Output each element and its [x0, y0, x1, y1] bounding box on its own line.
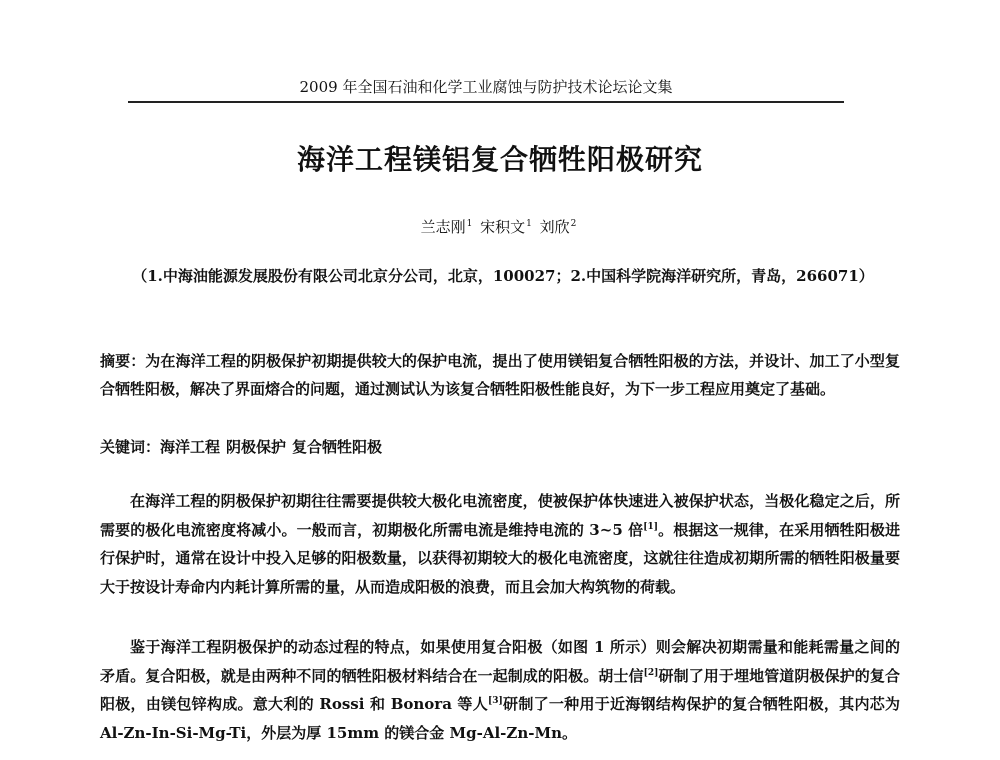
body-paragraph-1	[100, 487, 900, 601]
paragraph-text: 在海洋工程的阴极保护初期往往需要提供较大极化电流密度，使被保护体快速进入被保护状态，当极化稳定之后，所需要的极化电流密度将减小。一般而言，初期极化所需电流是维持电流的 3~5 倍	[100, 492, 900, 539]
author-name: 刘欣	[539, 218, 570, 236]
body-paragraph-2	[100, 633, 900, 747]
keywords-label: 关键词：	[100, 438, 161, 456]
author-affiliation-mark: 1	[466, 219, 473, 229]
author-name: 宋积文	[480, 218, 526, 236]
keyword: 阴极保护	[226, 438, 287, 456]
keyword: 海洋工程	[160, 438, 221, 456]
author-affiliation-mark: 2	[570, 219, 577, 229]
author-list	[0, 213, 1000, 238]
affiliations: （1.中海油能源发展股份有限公司北京分公司，北京，100027；2.中国科学院海洋研究所，青岛，266071）	[132, 267, 874, 285]
abstract	[100, 347, 900, 403]
paper-title: 海洋工程镁铝复合牺牲阳极研究	[296, 143, 703, 176]
paragraph-text: 。根据这一规律，在采用牺牲阳极进行保护时，通常在设计中投入足够的阳极数量，以获得初期较大的极化电流密度，这就往往造成初期所需的牺牲阳极量要大于按设计寿命内内耗计算所需的量，从而造成阳极的浪费，而且会加大构筑物的荷载。	[100, 520, 900, 596]
author-name: 兰志刚	[420, 218, 466, 236]
paragraph-text: 研制了一种用于近海钢结构保护的复合牺牲阳极，其内芯为 Al-Zn-In-Si-Mg-Ti，外层为厚 15mm 的镁合金 Mg-Al-Zn-Mn。	[100, 695, 900, 742]
abstract-label: 摘要：	[100, 352, 146, 370]
abstract-text: 为在海洋工程的阴极保护初期提供较大的保护电流，提出了使用镁铝复合牺牲阳极的方法，并设计、加工了小型复合牺牲阳极，解决了界面熔合的问题，通过测试认为该复合牺牲阳极性能良好，为下一步工程应用奠定了基础。	[100, 352, 900, 398]
paragraph-text: 鉴于海洋工程阴极保护的动态过程的特点，如果使用复合阳极（如图 1 所示）则会解决初期需量和能耗需量之间的矛盾。复合阳极，就是由两种不同的牺牲阳极材料结合在一起制成的阳极。胡士信	[100, 638, 900, 685]
author-affiliation-mark: 1	[526, 219, 532, 229]
header-rule	[128, 101, 844, 103]
running-header: 2009 年全国石油和化学工业腐蚀与防护技术论坛论文集	[299, 78, 673, 96]
citation-ref: [3]	[488, 696, 503, 706]
citation-ref: [2]	[643, 667, 659, 678]
keywords	[100, 433, 900, 461]
citation-ref: [1]	[643, 521, 659, 532]
keyword: 复合牺牲阳极	[292, 438, 383, 456]
paragraph-text: 研制了用于埋地管道阴极保护的复合阳极，由镁包锌构成。意大利的 Rossi 和 Bonora 等人	[100, 666, 900, 713]
